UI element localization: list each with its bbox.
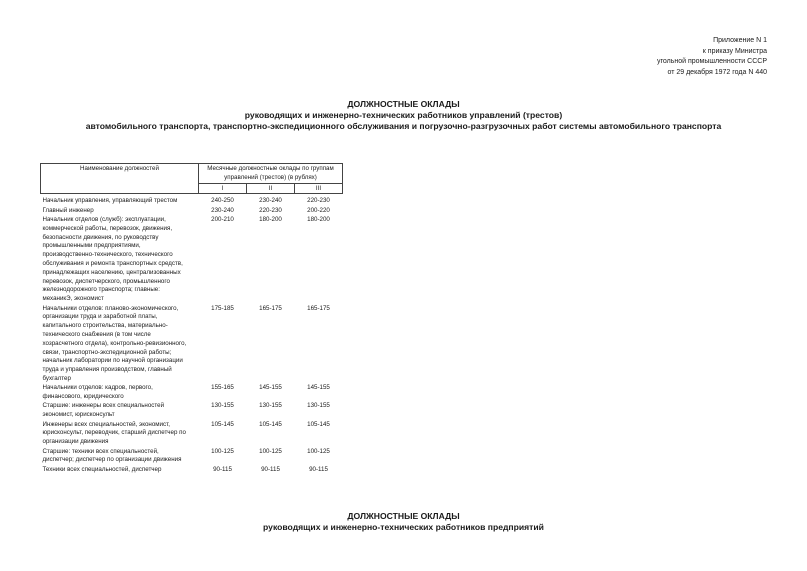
heading-subtitle: руководящих и инженерно-технических работников управлений (трестов) bbox=[244, 110, 563, 120]
salary-group-2: 100-125 bbox=[259, 447, 282, 455]
annex-line-3: угольной промышленности СССР bbox=[656, 58, 767, 65]
salary-group-3: 105-145 bbox=[307, 420, 330, 428]
annex-line-2: к приказу Министра bbox=[702, 47, 767, 55]
table-row bbox=[41, 402, 343, 420]
position-name: Начальник отделов (служб): эксплуатации, коммерческой работы, перевозок, движения, безопасности движения, по руководству промышленными предприятиями, производственно-технического, технического обслуживания и ремонта транспортных средств, принадлежащих населению, централизованных перевозок, диспетчерского, промышленного железнодорожного транспорта; главные: механикЭ, экономист bbox=[42, 215, 183, 303]
table-row bbox=[41, 466, 343, 475]
table-row bbox=[41, 448, 343, 466]
salary-group-1: 100-125 bbox=[211, 447, 234, 455]
position-name: Старшие: техники всех специальностей, диспетчер; диспетчер по организации движения bbox=[42, 447, 182, 464]
salary-group-3: 200-220 bbox=[307, 206, 330, 214]
salary-group-1: 155-165 bbox=[211, 384, 234, 392]
salary-group-1: 240-250 bbox=[211, 197, 234, 205]
salary-group-3: 100-125 bbox=[307, 447, 330, 455]
group-header-2: II bbox=[247, 184, 295, 194]
position-name: Начальники отделов: планово-экономического, организации труда и заработной платы, капитального строительства, материально-технического снабжения (в том числе хозрасчетного отдела), контрольно-ревизионного, связи, транспортно-экспедиционной работы; начальник лаборатории по научной организации труда и управления производством, главный бухгалтер bbox=[42, 304, 187, 382]
table-row bbox=[41, 384, 343, 402]
salary-group-1: 230-240 bbox=[211, 206, 234, 214]
group-header-3: III bbox=[295, 184, 343, 194]
salary-group-3: 90-115 bbox=[309, 465, 328, 473]
group-header-1: I bbox=[199, 184, 247, 194]
table-row bbox=[41, 305, 343, 385]
heading-title: ДОЛЖНОСТНЫЕ ОКЛАДЫ bbox=[347, 511, 460, 521]
salary-group-2: 220-230 bbox=[259, 206, 282, 214]
position-name: Главный инженер bbox=[42, 206, 94, 214]
salary-table bbox=[40, 163, 343, 475]
table-row bbox=[41, 216, 343, 305]
position-name: Инженеры всех специальностей, экономист, юрисконсульт, переводчик, старший диспетчер по организации движения bbox=[42, 420, 186, 446]
salary-group-2: 165-175 bbox=[259, 304, 282, 312]
column-header-groups: Месячные должностные оклады по группам управлений (трестов) (в рублях) bbox=[199, 164, 343, 184]
salary-group-2: 105-145 bbox=[259, 420, 282, 428]
position-name: Начальник управления, управляющий трестом bbox=[42, 197, 178, 205]
salary-group-1: 130-155 bbox=[211, 402, 234, 410]
heading-subtitle-2: автомобильного транспорта, транспортно-экспедиционного обслуживания и погрузочно-разгрузочных работ системы автомобильного транспорта bbox=[85, 121, 722, 131]
salary-group-1: 90-115 bbox=[213, 465, 232, 473]
salary-group-1: 175-185 bbox=[211, 304, 234, 312]
salary-group-2: 130-155 bbox=[259, 402, 282, 410]
annex-reference bbox=[657, 36, 767, 78]
table-row bbox=[41, 421, 343, 448]
salary-group-1: 105-145 bbox=[211, 420, 234, 428]
salary-group-3: 130-155 bbox=[307, 402, 330, 410]
table-row bbox=[41, 194, 343, 207]
position-name: Начальники отделов: кадров, первого, финансового, юридического bbox=[42, 384, 153, 401]
section-heading-enterprises bbox=[0, 511, 807, 533]
position-name: Старшие: инженеры всех специальностей экономист, юрисконсульт bbox=[42, 402, 165, 419]
heading-title: ДОЛЖНОСТНЫЕ ОКЛАДЫ bbox=[347, 99, 460, 109]
position-name: Техники всех специальностей, диспетчер bbox=[42, 465, 162, 473]
heading-subtitle: руководящих и инженерно-технических работников предприятий bbox=[263, 522, 544, 532]
salary-group-3: 220-230 bbox=[307, 197, 330, 205]
salary-group-3: 165-175 bbox=[307, 304, 330, 312]
annex-line-1: Приложение N 1 bbox=[713, 37, 767, 44]
section-heading-trusts bbox=[0, 99, 807, 132]
salary-group-2: 180-200 bbox=[259, 215, 282, 223]
salary-group-3: 180-200 bbox=[307, 215, 330, 223]
salary-group-2: 90-115 bbox=[261, 465, 280, 473]
column-header-position: Наименование должностей bbox=[41, 164, 199, 194]
annex-line-4: от 29 декабря 1972 года N 440 bbox=[667, 68, 767, 76]
table-row bbox=[41, 207, 343, 216]
salary-group-3: 145-155 bbox=[307, 384, 330, 392]
salary-group-2: 230-240 bbox=[259, 197, 282, 205]
salary-group-1: 200-210 bbox=[211, 215, 234, 223]
salary-group-2: 145-155 bbox=[259, 384, 282, 392]
